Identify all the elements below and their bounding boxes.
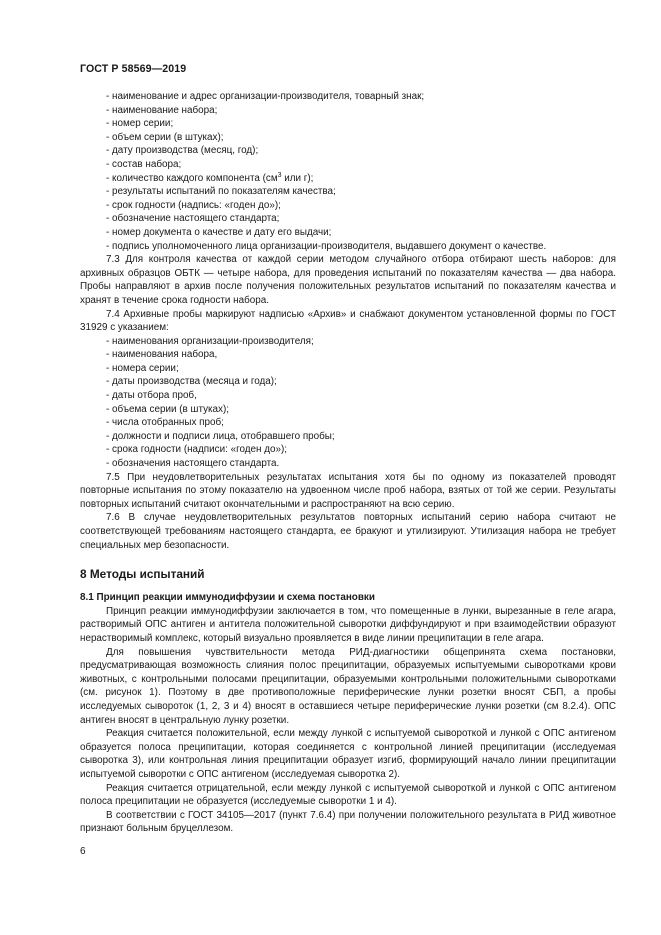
page-content [80, 90, 616, 836]
list-item: - срок годности (надпись: «годен до»); [106, 199, 281, 211]
list-item: - номер документа о качестве и дату его выдачи; [106, 226, 332, 238]
list-item: - даты отбора проб, [106, 390, 197, 402]
list-item: - срока годности (надписи: «годен до»); [106, 444, 287, 456]
list-item-text-tail: или г); [281, 172, 314, 184]
certificate-requirements-list [80, 90, 616, 253]
list-item-text: - количество каждого компонента (см [106, 172, 278, 184]
section-8-title: 8 Методы испытаний [80, 567, 205, 582]
standard-header: ГОСТ Р 58569—2019 [80, 63, 187, 75]
list-item: - должности и подписи лица, отобравшего пробы; [106, 430, 335, 442]
list-item: - номер серии; [106, 118, 174, 130]
paragraph-7-5: 7.5 При неудовлетворительных результатах испытания хотя бы по одному из показателей проводят повторные испытания по этому показателю на удвоенном числе проб набора, взятых от той же серии. Результаты повторных испытаний считают окончательными и распространяют на всю серию. [80, 471, 616, 510]
list-item: - числа отобранных проб; [106, 417, 224, 429]
list-item: - дату производства (месяц, год); [106, 145, 259, 157]
list-item: - наименование и адрес организации-производителя, товарный знак; [106, 91, 425, 102]
archive-label-list [80, 335, 616, 471]
page-number: 6 [80, 846, 86, 857]
list-item: - состав набора; [106, 158, 182, 170]
list-item: - объем серии (в штуках); [106, 131, 224, 143]
paragraph-7-6: 7.6 В случае неудовлетворительных результатов повторных испытаний серию набора считают не соответствующей требованиям настоящего стандарта, ее бракуют и утилизируют. Утилизация набора не требует специальных мер безопасности. [80, 512, 616, 551]
list-item: - обозначения настоящего стандарта. [106, 458, 280, 470]
list-item: - подпись уполномоченного лица организации-производителя, выдавшего документ о качестве. [106, 240, 547, 252]
list-item: - объема серии (в штуках); [106, 403, 230, 415]
list-item: - номера серии; [106, 362, 179, 374]
list-item: - обозначение настоящего стандарта; [106, 213, 280, 225]
paragraph-8-1-e: В соответствии с ГОСТ 34105—2017 (пункт 7.6.4) при получении положительного результата в РИД животное признают больным бруцеллезом. [80, 809, 616, 835]
superscript: 3 [277, 171, 282, 179]
subsection-8-1-title: 8.1 Принцип реакции иммунодиффузии и схема постановки [80, 592, 375, 604]
list-item: - наименования организации-производителя; [106, 335, 314, 347]
list-item: - результаты испытаний по показателям качества; [106, 186, 336, 198]
list-item: - наименования набора, [106, 349, 218, 361]
list-item: - даты производства (месяца и года); [106, 376, 277, 388]
paragraph-8-1-c: Реакция считается положительной, если между лункой с испытуемой сывороткой и лункой с ОПС антигеном образуется полоса преципитации, которая соединяется с контрольной линией преципитации (исследуемая сыворотка 3), или контрольная линия преципитации образует изгиб, формирующий начало линии преципитации испытуемой сыворотки с ОПС антигеном (исследуемая сыворотка 2). [80, 728, 616, 780]
list-item: - наименование набора; [106, 104, 218, 116]
paragraph-7-4: 7.4 Архивные пробы маркируют надписью «Архив» и снабжают документом установленной формы по ГОСТ 31929 с указанием: [80, 308, 616, 334]
paragraph-8-1-d: Реакция считается отрицательной, если между лункой с испытуемой сывороткой и лункой с ОПС антигеном полоса преципитации не образуется (исследуемые сыворотки 1 и 4). [80, 782, 616, 808]
paragraph-7-3: 7.3 Для контроля качества от каждой серии методом случайного отбора отбирают шесть наборов: для архивных образцов ОБТК — четыре набора, для проведения испытаний по показателям качества — два набора. Пробы направляют в архив после получения положительных результатов испытаний по показателям качества и хранят в течение срока годности набора. [80, 254, 616, 306]
list-item [80, 172, 616, 186]
paragraph-8-1-a: Принцип реакции иммунодиффузии заключается в том, что помещенные в лунки, вырезанные в геле агара, растворимый ОПС антиген и антитела положительной сыворотки диффундируют и при взаимодействии образуют нерастворимый комплекс, который визуально проявляется в виде линии преципитации в геле агара. [80, 605, 616, 644]
paragraph-8-1-b: Для повышения чувствительности метода РИД-диагностики общепринята схема постановки, предусматривающая возможность слияния полос преципитации, образуемых испытуемыми сыворотками крови животных, с контрольными полосами преципитации, образуемыми контрольными положительными сыворотками (см. рисунок 1). Поэтому в две противоположные периферические лунки розетки вносят СБП, а пробы исследуемых сывороток (1, 2, 3 и 4) вносят в оставшиеся четыре периферические лунки розетки (см 8.2.4). ОПС антиген вносят в центральную лунку розетки. [80, 646, 616, 726]
